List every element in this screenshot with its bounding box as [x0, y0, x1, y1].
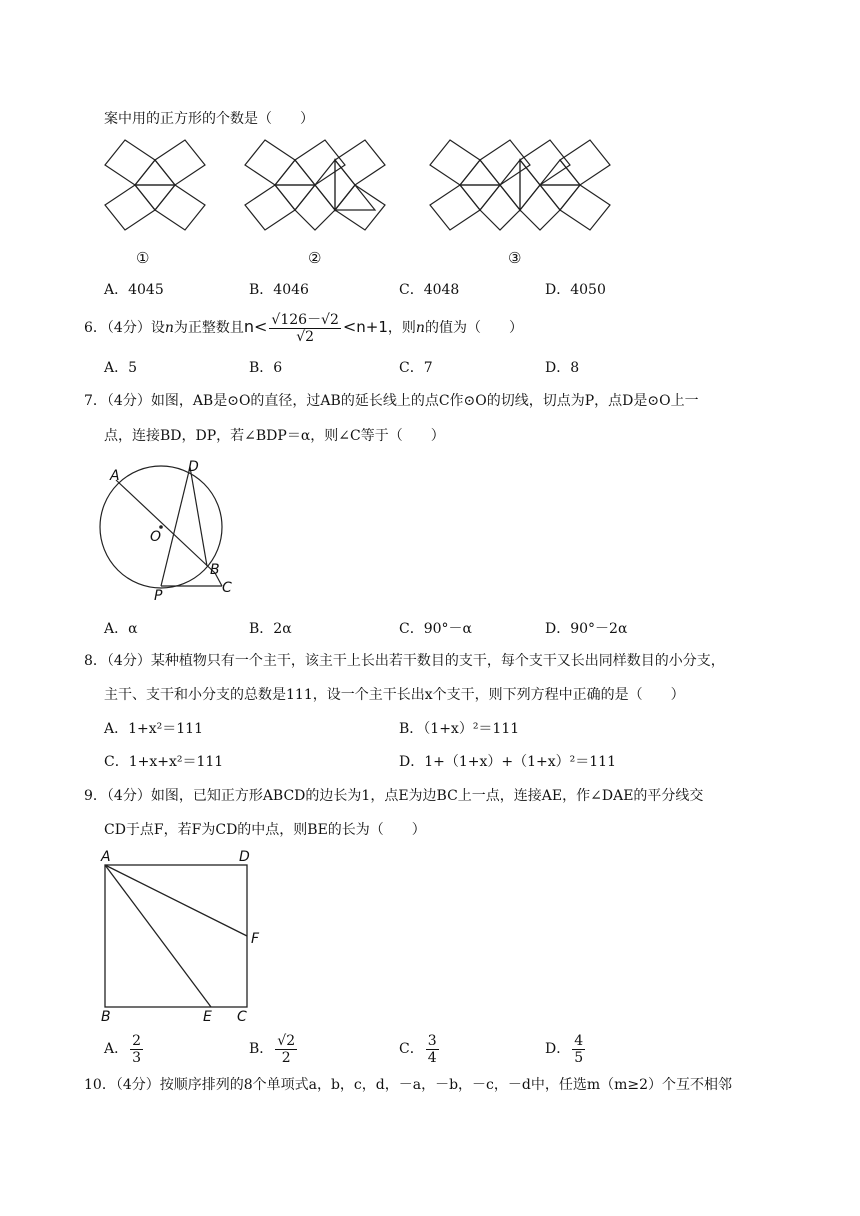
q7-line-1: 7．（4分）如图，AB是⊙O的直径，过AB的延长线上的点C作⊙O的切线，切点为P，点D是⊙O上一 [84, 393, 699, 409]
q7-label-p: P [154, 588, 163, 604]
q9-label-d: D [239, 849, 250, 865]
q9-label-b: B [101, 1009, 111, 1025]
q5-pattern-1 [105, 140, 205, 230]
q6-num-b: －√2 [307, 311, 339, 328]
q6-mid2: ，则 [387, 320, 416, 336]
q5-option-b: B．4046 [249, 282, 309, 298]
q8-option-c: C．1+x+x²＝111 [104, 754, 224, 770]
q5-figure [95, 135, 615, 245]
q6-stem: 6．（4分）设n为正整数且n< $\frac{√126-√2}{√2}$ <n+1，则n的值为（ ） [84, 311, 523, 345]
q6-den: √2 [296, 328, 315, 345]
q8-line-2: 主干、支干和小分支的总数是111，设一个主干长出x个支干，则下列方程中正确的是（ ） [104, 687, 685, 703]
q6-option-d: D．8 [545, 360, 580, 376]
q9-option-b: B． $\frac{√2}{2}$ [249, 1032, 296, 1066]
q9-label-c: C [237, 1009, 247, 1025]
q6-num-a: √126 [271, 311, 308, 328]
q7-option-d: D．90°－2α [545, 621, 628, 637]
q5-pattern-3 [430, 140, 610, 230]
q9-option-a-den: 3 [132, 1049, 142, 1066]
q7-option-c: C．90°－α [399, 621, 472, 637]
q6-option-c: C．7 [399, 360, 433, 376]
q9-line-1: 9．（4分）如图，已知正方形ABCD的边长为1，点E为边BC上一点，连接AE，作∠DAE的平分线交 [84, 788, 704, 804]
q6-option-a: A．5 [104, 360, 138, 376]
q9-option-a: A． $\frac{2}{3}$ [104, 1032, 142, 1066]
q7-line-2: 点，连接BD，DP，若∠BDP＝α，则∠C等于（ ） [104, 428, 445, 444]
q8-option-a: A．1+x²＝111 [104, 721, 203, 737]
q9-option-c-den: 4 [427, 1049, 437, 1066]
q7-option-a: A．α [104, 621, 138, 637]
q5-fig-label-1: ① [136, 249, 150, 267]
q7-label-c: C [222, 580, 232, 596]
q6-n-var2: n [415, 320, 425, 336]
q5-option-a: A．4045 [104, 282, 164, 298]
q9-figure [95, 855, 265, 1015]
q9-option-a-num: 2 [132, 1032, 142, 1049]
q7-option-b: B．2α [249, 621, 292, 637]
q9-option-b-num: √2 [277, 1032, 296, 1049]
q6-n-var: n [164, 320, 174, 336]
q5-stem-end: 案中用的正方形的个数是（ ） [104, 111, 314, 127]
q9-option-d-num: 4 [574, 1032, 584, 1049]
q6-fraction [269, 312, 340, 345]
q8-option-d: D．1+（1+x）+（1+x）²＝111 [399, 754, 616, 770]
q6-ineq-right: n+1 [356, 318, 388, 336]
q5-fig-label-2: ② [308, 249, 322, 267]
q6-suffix: 的值为（ ） [424, 320, 523, 336]
q9-square [105, 865, 247, 1007]
q9-line-2: CD于点F，若F为CD的中点，则BE的长为（ ） [104, 822, 426, 838]
q9-label-f: F [251, 931, 260, 947]
q9-option-c-num: 3 [427, 1032, 437, 1049]
q5-pattern-2 [245, 140, 385, 230]
q6-ineq-n: n [243, 317, 254, 336]
q8-line-1: 8．（4分）某种植物只有一个主干，该主干上长出若干数目的支干，每个支干又长出同样数目的小分支， [84, 653, 725, 669]
q9-option-d-den: 5 [574, 1049, 584, 1066]
q6-mid1: 为正整数且 [173, 320, 244, 336]
q9-label-a: A [101, 849, 111, 865]
q7-label-b: B [210, 562, 220, 578]
q8-option-b: B．（1+x）²＝111 [399, 721, 520, 737]
q7-label-a: A [110, 468, 120, 484]
q9-option-b-den: 2 [281, 1049, 291, 1066]
q10-line-1: 10．（4分）按顺序排列的8个单项式a，b，c，d，－a，－b，－c，－d中，任选m（m≥2）个互不相邻 [84, 1077, 733, 1093]
q6-option-b: B．6 [249, 360, 283, 376]
q5-option-c: C．4048 [399, 282, 460, 298]
q9-option-d: D． $\frac{4}{5}$ [545, 1032, 584, 1066]
q7-label-o: O [150, 529, 162, 545]
q9-option-c: C． $\frac{3}{4}$ [399, 1032, 437, 1066]
q9-label-e: E [203, 1009, 212, 1025]
q5-fig-label-3: ③ [508, 249, 522, 267]
q5-option-d: D．4050 [545, 282, 606, 298]
q6-prefix: 6．（4分）设 [84, 320, 165, 336]
q7-label-d: D [188, 459, 199, 475]
